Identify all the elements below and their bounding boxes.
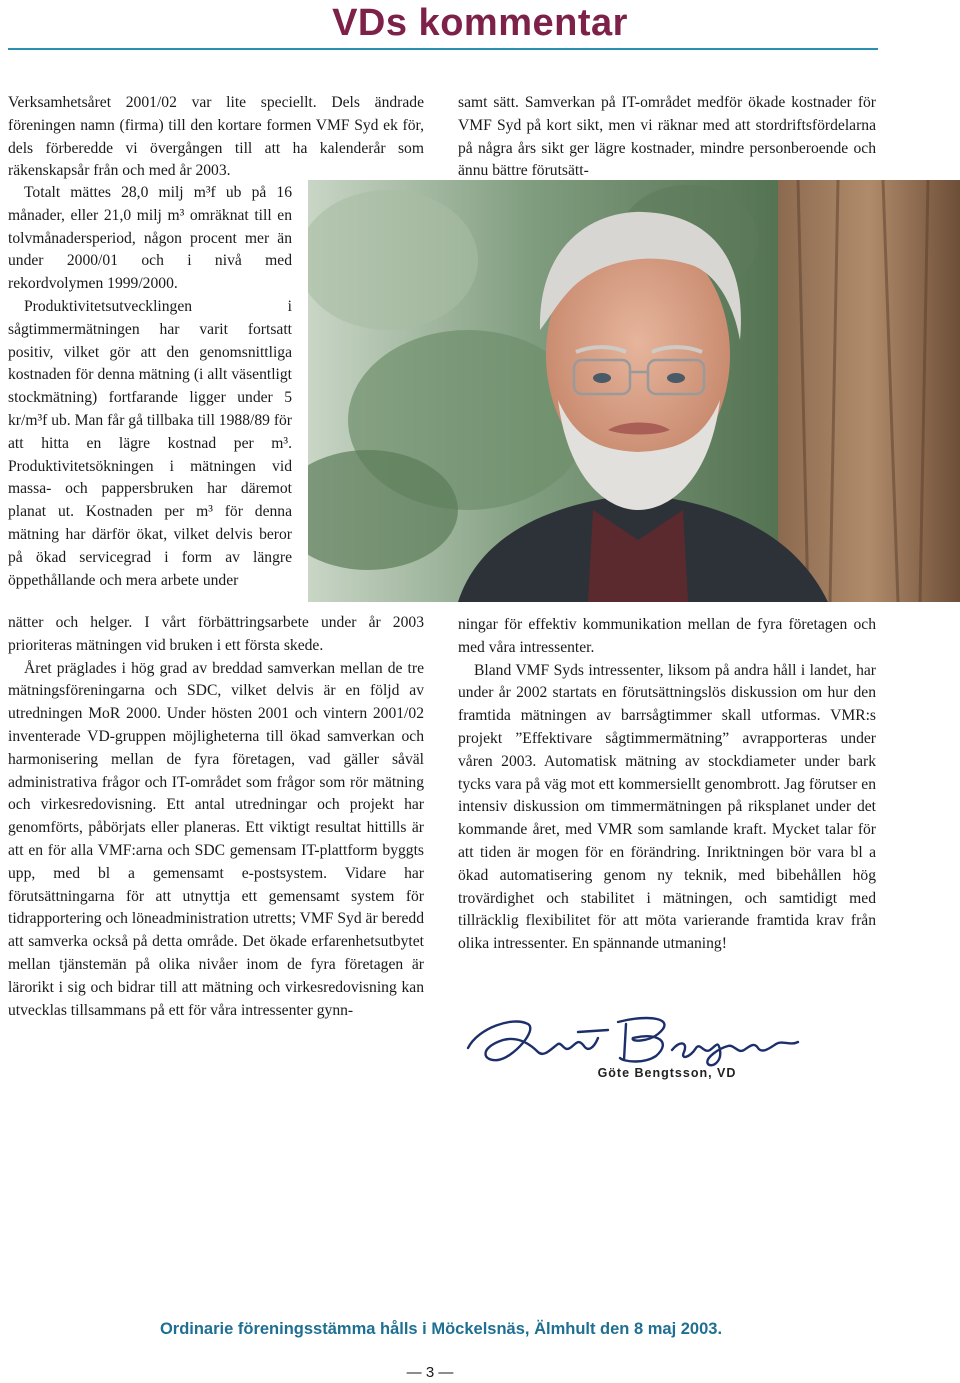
upper-right-column xyxy=(458,92,876,183)
lower-left-column xyxy=(8,612,424,1022)
cooperation-paragraph: Året präglades i hög grad av breddad samverkan mellan de tre mätningsföreningarna och SDC, vilket delvis är en följd av utredningen MoR 2000. Under hösten 2001 och vintern 2001/02 inventerade VD-gruppen möjligheterna till ökad samverkan och harmonisering mellan de fyra företagen, vad gäller såväl administrativa frågor och IT-området som frågor som rör mätning och virkesredovisning. Ett antal utredningar och projekt har genomförts, påbörjats eller planeras. Ett viktigt resultat hittills är att en för alla VMF:arna och SDC gemensam IT-plattform byggts upp, med bl a gemensamt e-postsystem. Vidare har förutsättningarna för att utnyttja ett gemensamt system för tidrapportering och löneadministration utretts; VMF Syd är beredd att samverka också på detta område. Det ökade erfarenhetsutbytet mellan tjänstemän på olika nivåer inom de fyra företagen är lärorikt i sig och bidrar till att mätning och virkesredovisning kan utvecklas tillsammans på ett för våra intressenter gynn- xyxy=(8,659,424,1019)
lower-right-column xyxy=(458,614,876,956)
intro-column xyxy=(8,92,424,183)
meeting-announcement: Ordinarie föreningsstämma hålls i Möckelsnäs, Älmhult den 8 maj 2003. xyxy=(159,1320,723,1338)
page-title: VDs kommentar xyxy=(332,2,628,44)
narrow-column xyxy=(8,182,292,592)
volume-paragraph: Totalt mättes 28,0 milj m³f ub på 16 månader, eller 21,0 milj m³ omräknat till en tolvmånadersperiod, någon procent mer än under 2000/01 och i nivå med rekordvolymen 1999/2000. xyxy=(8,184,292,293)
page-number: — 3 — xyxy=(406,1364,454,1381)
productivity-paragraph-end: nätter och helger. I vårt förbättringsarbete under år 2003 prioriteras mätningen vid bruken i ett första skede. xyxy=(8,614,424,654)
productivity-paragraph: Produktivitetsutvecklingen i sågtimmermätningen har varit fortsatt positiv, vilket gör att den genomsnittliga kostnaden för denna mätning (i allt väsentligt stockmätning) fortfarande ligger under 5 kr/m³f ub. Man får gå tillbaka till 1988/89 för att hitta en lägre kostnad per m³. Produktivitetsökningen i mätningen vid massa- och pappersbruken har däremot planat ut. Kostnaden per m³ för denna mätning har därför ökat, vilket delvis beror på ökad servicegrad i form av längre öppethållande och mera arbete under xyxy=(8,297,292,589)
continued-paragraph: samt sätt. Samverkan på IT-området medför ökade kostnader för VMF Syd på kort sikt, men vi räknar med att stordriftsfördelarna på några års sikt ger lägre kostnader, mindre personberoende och ännu bättre förutsätt- xyxy=(458,94,876,180)
stakeholders-paragraph: Bland VMF Syds intressenter, liksom på andra håll i landet, har under år 2002 startats en förutsättningslös diskussion om hur den framtida mätningen av barrsågtimmer skall utformas. VMR:s projekt ”Effektivare sågtimmermätning” avrapporteras under våren 2003. Automatisk mätning av stockdiameter under bark tycks vara på väg mot ett kommersiellt genombrott. Jag förutser en intensiv diskussion om timmermätningen på riksplanet under det kommande året, med VMR som samlande kraft. Mycket talar för att tiden är mogen för en förändring. Inriktningen bör vara bl a ökad automatisering genom ny teknik, med bibehållen hög trovärdighet och stabilitet i mätningen, och samtidigt med tillräcklig flexibilitet för att möta varierande framtida krav från olika intressenter. En spännande utmaning! xyxy=(458,661,876,953)
title-underline xyxy=(8,48,878,50)
handwritten-signature xyxy=(458,1008,808,1072)
signatory-name: Göte Bengtsson, VD xyxy=(597,1066,737,1080)
continued-paragraph-2: ningar för effektiv kommunikation mellan de fyra företagen och med våra intressenter. xyxy=(458,616,876,656)
intro-paragraph: Verksamhetsåret 2001/02 var lite speciellt. Dels ändrade föreningen namn (firma) till den kortare formen VMF Syd ek för, dels förberedde vi övergången till att ha kalenderår som räkenskapsår från och med år 2003. xyxy=(8,94,424,180)
portrait-photo xyxy=(308,180,960,602)
